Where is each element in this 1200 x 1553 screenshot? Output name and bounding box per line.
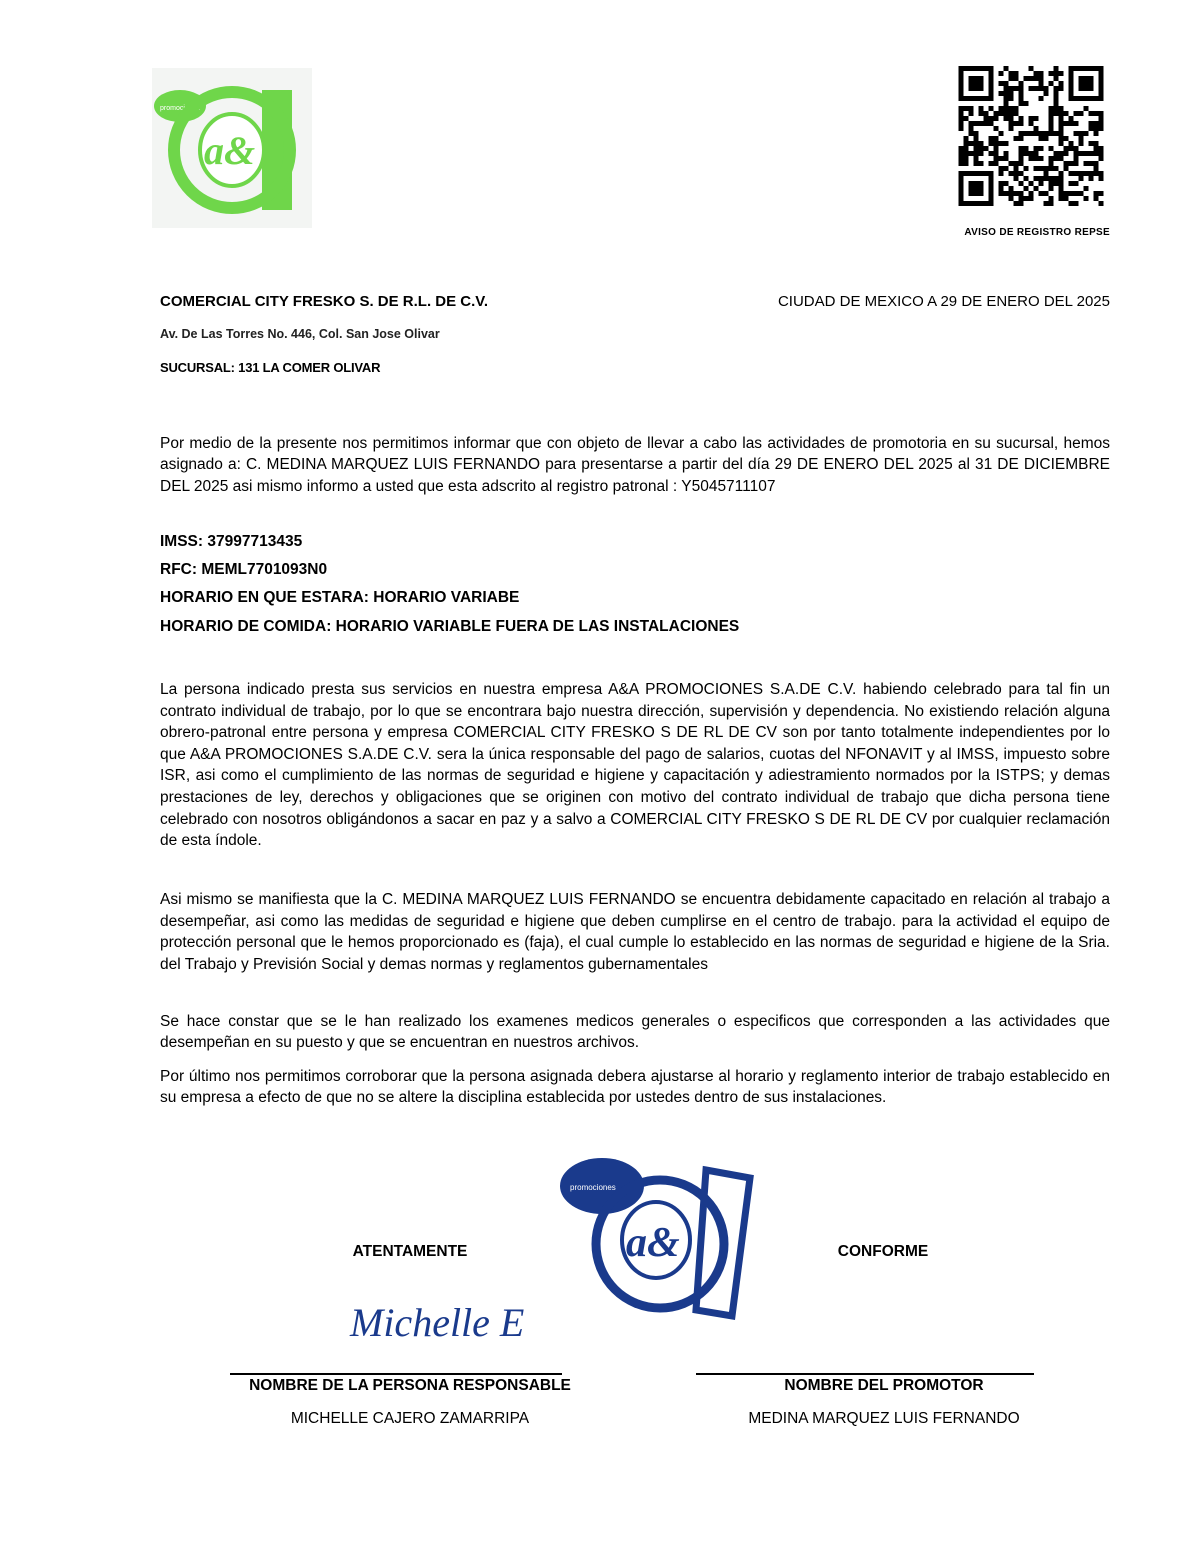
svg-text:Michelle E: Michelle E — [350, 1300, 525, 1345]
repse-notice-label: AVISO DE REGISTRO REPSE — [964, 227, 1110, 238]
training-paragraph: Asi mismo se manifiesta que la C. MEDINA MARQUEZ LUIS FERNANDO se encuentra debidamente capacitado en relación al trabajo a desempeñar, asi como las medidas de seguridad e higiene que deben cumplirse en el centro de trabajo. para la actividad el equipo de protección personal que le hemos proporcionado es (faja), el cual cumple lo establecido en las normas de seguridad e higiene de la Sria. del Trabajo y Previsión Social y demas normas y reglamentos gubernamentales — [160, 891, 1110, 973]
responsibility-paragraph: La persona indicado presta sus servicios en nuestra empresa A&A PROMOCIONES S.A.DE C.V. habiendo celebrado para tal fin un contrato individual de trabajo, por lo que se encontrara bajo nuestra dirección, supervisión y dependencia. No existiendo relación alguna obrero-patronal entre persona y empresa COMERCIAL CITY FRESKO S DE RL DE CV son por tanto totalmente independientes por lo que A&A PROMOCIONES S.A.DE C.V. sera la única responsable del pago de salarios, cuotas del NFONAVIT y al IMSS, impuesto sobre ISR, asi como el cumplimiento de las normas de seguridad e higiene y capacitación y adiestramiento normados por la ISTPS; y demas prestaciones de ley, derechos y obligaciones que se originen con motivo del contrato individual de trabajo que dicha persona tiene celebrado con nosotros obligándonos a sacar en paz y a salvo a COMERCIAL CITY FRESKO S DE RL DE CV por cualquier reclamación de esta índole. — [160, 681, 1110, 850]
schedule-field: HORARIO EN QUE ESTARA: HORARIO VARIABE — [160, 589, 520, 606]
promoter-name: MEDINA MARQUEZ LUIS FERNANDO — [748, 1410, 1020, 1427]
svg-text:promociones: promociones — [160, 105, 201, 112]
qr-code — [958, 66, 1104, 206]
meal-schedule-field: HORARIO DE COMIDA: HORARIO VARIABLE FUERA DE LAS INSTALACIONES — [160, 618, 740, 635]
intro-paragraph: Por medio de la presente nos permitimos informar que con objeto de llevar a cabo las actividades de promotoria en su sucursal, hemos asignado a: C. MEDINA MARQUEZ LUIS FERNANDO para presentarse a partir del día 29 DE ENERO DEL 2025 al 31 DE DICIEMBRE DEL 2025 asi mismo informo a usted que esta adscrito al registro patronal : Y5045711107 — [160, 435, 1110, 495]
promoter-label: NOMBRE DEL PROMOTOR — [784, 1377, 984, 1394]
branch-label: SUCURSAL: 131 LA COMER OLIVAR — [160, 360, 381, 375]
rfc-field: RFC: MEML7701093N0 — [160, 561, 328, 578]
signature-line-right — [696, 1373, 1034, 1375]
medical-exam-paragraph: Se hace constar que se le han realizado los examenes medicos generales o especificos que corresponden a las actividades que desempeñan en su puesto y que se encuentran en nuestros archivos. — [160, 1013, 1110, 1052]
handwritten-signature — [346, 1284, 525, 1354]
responsible-person-label: NOMBRE DE LA PERSONA RESPONSABLE — [249, 1377, 571, 1394]
atentamente-heading: ATENTAMENTE — [352, 1243, 468, 1260]
date-line: CIUDAD DE MEXICO A 29 DE ENERO DEL 2025 — [777, 293, 1110, 310]
svg-text:a&: a& — [204, 128, 256, 173]
company-address: Av. De Las Torres No. 446, Col. San Jose Olivar — [160, 327, 440, 341]
company-name: COMERCIAL CITY FRESKO S. DE R.L. DE C.V. — [160, 293, 489, 310]
company-stamp — [556, 1152, 754, 1322]
signature-line-left — [230, 1373, 562, 1375]
svg-text:promociones: promociones — [570, 1183, 616, 1192]
responsible-person-name: MICHELLE CAJERO ZAMARRIPA — [290, 1410, 530, 1427]
imss-field: IMSS: 37997713435 — [160, 533, 303, 550]
svg-text:a&: a& — [626, 1220, 680, 1266]
closing-paragraph: Por último nos permitimos corroborar que la persona asignada debera ajustarse al horario y reglamento interior de trabajo establecido en su empresa a efecto de que no se altere la disciplina establecida por ustedes dentro de sus instalaciones. — [160, 1068, 1110, 1107]
company-logo — [152, 68, 312, 228]
conforme-heading: CONFORME — [837, 1243, 929, 1260]
